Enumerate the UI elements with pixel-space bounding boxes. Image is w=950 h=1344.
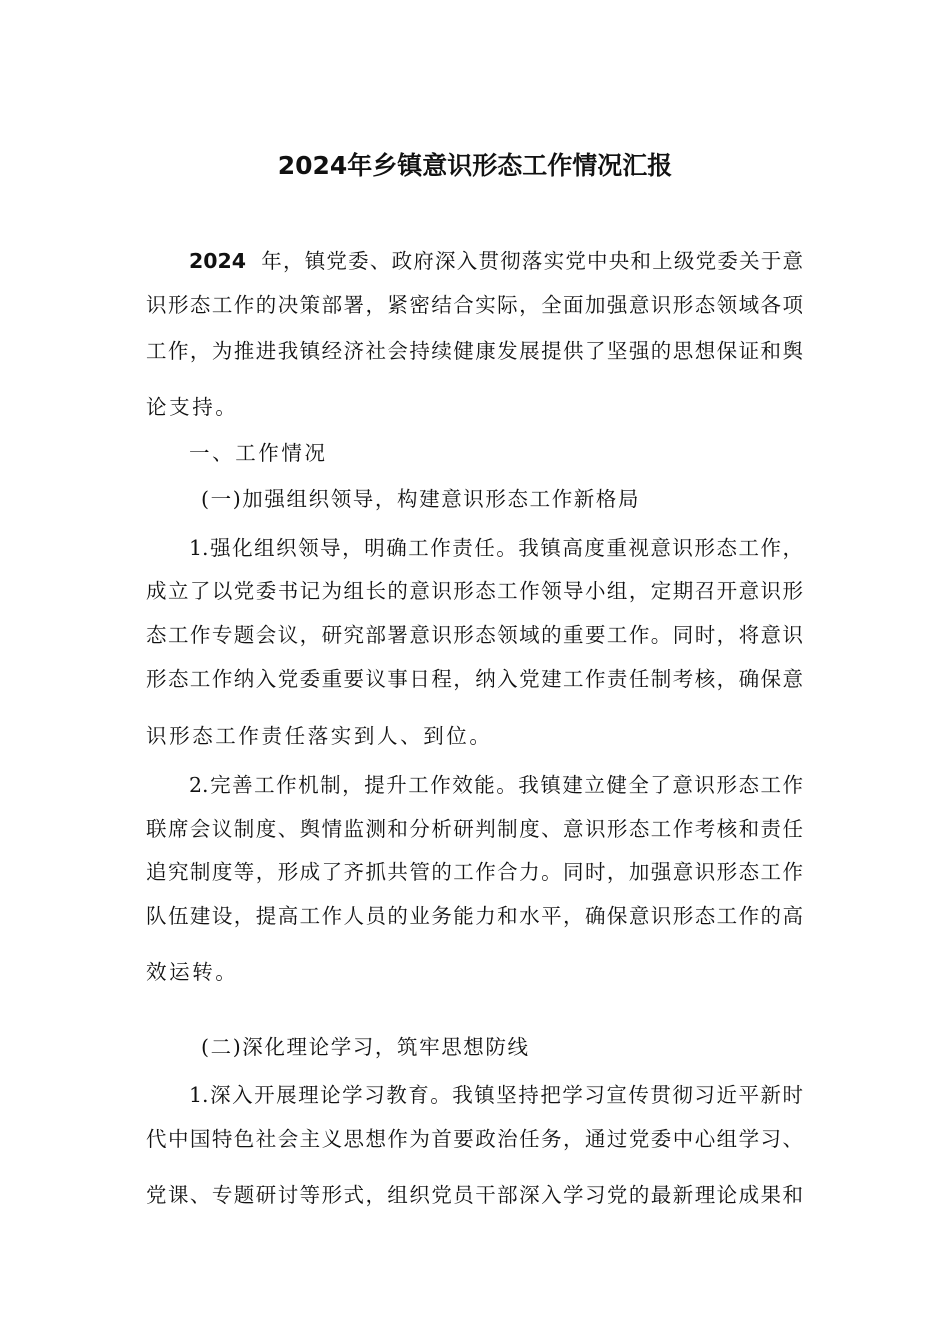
item-1-1-line-2: 成立了以党委书记为组长的意识形态工作领导小组，定期召开意识形 [146, 579, 803, 603]
item-2-1-line-3: 党课、专题研讨等形式，组织党员干部深入学习党的最新理论成果和 [146, 1183, 803, 1207]
item-1-1-line-4: 形态工作纳入党委重要议事日程，纳入党建工作责任制考核，确保意 [146, 667, 803, 691]
document-title: 2024年乡镇意识形态工作情况汇报 [277, 151, 673, 180]
item-2-1-line-1: 1.深入开展理论学习教育。我镇坚持把学习宣传贯彻习近平新时 [189, 1083, 803, 1107]
subsection-heading-1: (一)加强组织领导，构建意识形态工作新格局 [201, 487, 641, 511]
item-1-2-line-5: 效运转。 [146, 960, 239, 984]
subsection-heading-2: (二)深化理论学习，筑牢思想防线 [201, 1035, 530, 1059]
intro-line-3: 工作，为推进我镇经济社会持续健康发展提供了坚强的思想保证和舆 [146, 339, 803, 363]
item-1-2-line-1: 2.完善工作机制，提升工作效能。我镇建立健全了意识形态工作 [189, 773, 803, 797]
intro-line-4: 论支持。 [146, 395, 239, 419]
item-1-2-line-4: 队伍建设，提高工作人员的业务能力和水平，确保意识形态工作的高 [146, 904, 803, 928]
item-1-1-line-3: 态工作专题会议，研究部署意识形态领域的重要工作。同时，将意识 [146, 623, 803, 647]
item-1-1-line-1: 1.强化组织领导，明确工作责任。我镇高度重视意识形态工作， [189, 536, 803, 560]
intro-line-2: 识形态工作的决策部署，紧密结合实际，全面加强意识形态领域各项 [146, 293, 803, 317]
intro-line-1-text: 年，镇党委、政府深入贯彻落实党中央和上级党委关于意 [260, 249, 803, 273]
item-1-2-line-2: 联席会议制度、舆情监测和分析研判制度、意识形态工作考核和责任 [146, 817, 803, 841]
intro-line-1 [189, 246, 803, 276]
item-1-2-line-3: 追究制度等，形成了齐抓共管的工作合力。同时，加强意识形态工作 [146, 860, 803, 884]
intro-year: 2024 [189, 249, 247, 273]
item-2-1-line-2: 代中国特色社会主义思想作为首要政治任务，通过党委中心组学习、 [146, 1127, 803, 1151]
item-1-1-line-5: 识形态工作责任落实到人、到位。 [146, 724, 493, 748]
section-heading-work-status: 一、工作情况 [189, 441, 328, 465]
